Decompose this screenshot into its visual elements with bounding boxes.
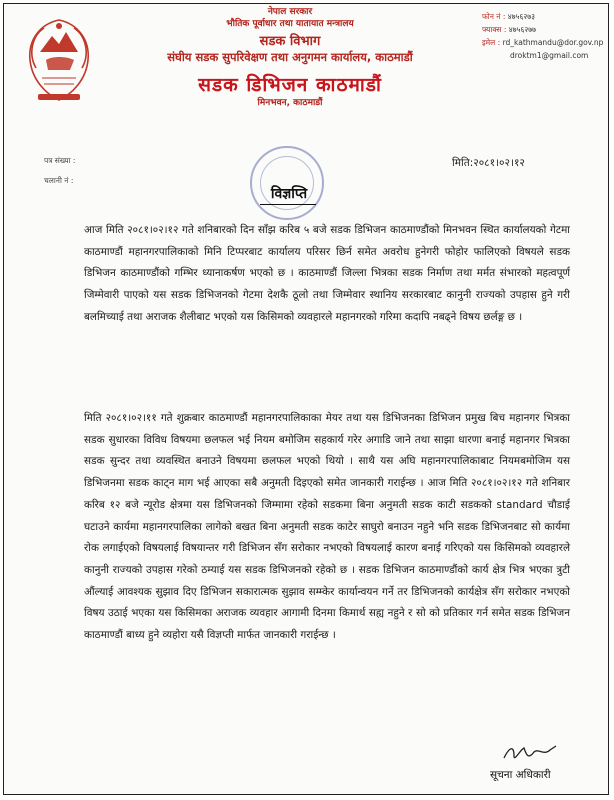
signatory-title: सूचना अधिकारी [490, 769, 551, 781]
nepal-emblem-icon [18, 14, 100, 112]
ministry-name: भौतिक पूर्वाधार तथा यातायात मन्त्रालय [226, 19, 354, 29]
fax-number: ४७५६२७७ [508, 25, 537, 34]
office-name: संघीय सडक सुपरिवेक्षण तथा अनुगमन कार्यालय, काठमाडौं [167, 50, 413, 64]
office-location: मिनभवन, काठमाडौं [257, 98, 323, 108]
government-name: नेपाल सरकार [267, 7, 313, 17]
office-stamp [250, 146, 324, 220]
title-underline [260, 204, 316, 205]
email-row [482, 36, 606, 49]
signature-mark [500, 742, 560, 764]
email-secondary: droktm1@gmail.com [510, 51, 589, 60]
fax-row [482, 23, 606, 36]
contact-block [482, 10, 606, 62]
dispatch-number-label: चलानी नं : [44, 176, 74, 185]
phone-number: ४७५६२७३ [507, 12, 536, 21]
notice-page [3, 3, 609, 795]
notice-title: विज्ञप्ति [270, 186, 308, 202]
department-name: सडक विभाग [259, 34, 321, 49]
notice-paragraph-2: मिति २०८१।०२।११ गते शुक्रबार काठमाण्डौं महानगरपालिकाका मेयर तथा यस डिभिजनका डिभिजन प्रमुख बिच महानगर भित्रका सडक सुधारका विविध विषयमा छलफल भई नियम बमोजिम सहकार्य गरेर अगाडि जाने तथा साझा धारणा बनाई महानगर भित्रका सडक सुन्दर तथा व्यवस्थित बनाउने विषयमा छलफल भएको थियो । साथै यस अघि महानगरपालिकाबाट नियमबमोजिम यस डिभिजनमा सडक काट्न माग भई आएका सबै अनुमती दिइएको समेत जानकारी गराईन्छ । आज मिति २०८१।०२।१२ गते शनिबार करिब १२ बजे न्यूरोड क्षेत्रमा यस डिभिजनको जिम्मामा रहेको सडकमा बिना अनुमती सडक काटी सडकको standard चौडाई घटाउने कार्यमा महानगरपालिका लागेको बखत बिना अनुमती सडक काटेर साघुरो बनाउन नहुने भनि सडक डिभिजनबाट सो कार्यमा रोक लगाईएको विषयलाई विषयान्तर गरी डिभिजन सँग सरोकार नभएको विषयलाई कारण बनाई गरिएको यस किसिमको व्यवहारले कानुनी राज्यको उपहास गरेको ठम्याई यस सडक डिभिजनको रहेको छ । सडक डिभिजन काठमाण्डौंको कार्य क्षेत्र भित्र भएका त्रुटी औंल्याई आवश्यक सुझाव दिए डिभिजन सकारात्मक सुझाव सम्म्केर कार्यान्वयन गर्ने तर डिभिजनको कार्यक्षेत्र सँग सरोकार नभएको विषय उठाई भएका यस किसिमका अराजक व्यवहार आगामी दिनमा किमार्थ सह्य नहुने र सो को प्रतिकार गर्न समेत सडक डिभिजन काठमाण्डौं बाध्य हुने व्यहोरा यसै विज्ञप्ती मार्फत जानकारी गराईन्छ । [84, 412, 570, 642]
email-label: इमेल : [482, 38, 501, 47]
phone-row [482, 10, 606, 23]
fax-label: फ्याक्स : [482, 25, 507, 34]
email-row-secondary [482, 49, 606, 62]
notice-date: मिति:२०८१।०२।१२ [452, 157, 525, 169]
notice-paragraph-1: आज मिति २०८१।०२।१२ गते शनिबारको दिन साँझ करिब ५ बजे सडक डिभिजन काठमाण्डौंको मिनभवन स्थित कार्यालयको गेटमा काठमाण्डौं महानगरपालिकाको मिनि टिप्परबाट कार्यालय परिसर छिर्न समेत अवरोध हुनेगरी फोहोर फालिएको विषयले सडक डिभिजन काठमाण्डौंको गम्भिर ध्यानाकर्षण भएको छ । काठमाण्डौं जिल्ला भित्रका सडक निर्माण तथा मर्मत संभारको महत्वपूर्ण जिम्मेवारी पाएको यस सडक डिभिजनको गेटमा देशकै ठूलो तथा जिम्मेवार स्थानिय सरकारबाट कानुनी राज्यको उपहास हुने गरी बलमिच्याई तथा अराजक शैलीबाट भएको यस किसिमको व्यवहारले महानगरको गरिमा कदापि नबढ्ने विषय छर्लङ्ग छ । [84, 224, 570, 323]
letterhead [104, 6, 476, 110]
phone-label: फोन नं : [482, 12, 506, 21]
division-name: सडक डिभिजन काठमाडौं [198, 74, 382, 96]
letter-number-label: पत्र संख्या : [44, 156, 76, 165]
email-primary: rd_kathmandu@dor.gov.np [502, 38, 604, 47]
